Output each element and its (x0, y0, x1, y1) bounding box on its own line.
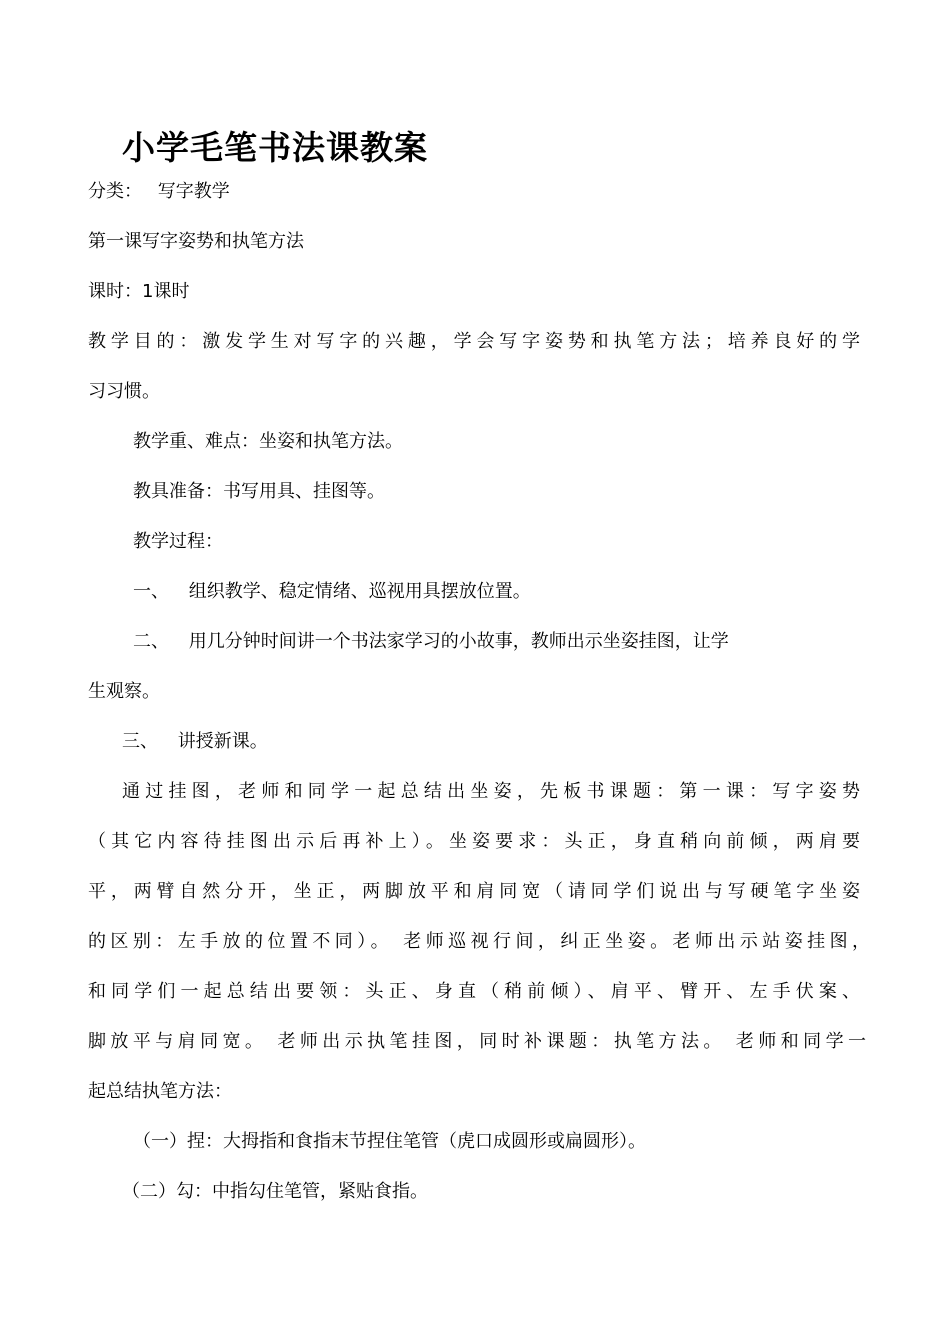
objective-line-2: 习习惯。 (88, 381, 160, 402)
step-2 (133, 630, 861, 654)
step-2-text: 用几分钟时间讲一个书法家学习的小故事，教师出示坐姿挂图，让学 (188, 631, 729, 652)
step-1-number: 一、 (133, 581, 169, 602)
step-3 (122, 730, 268, 754)
teaching-aids: 教具准备：书写用具、挂图等。 (133, 481, 385, 502)
paragraph-line: 脚放平与肩同宽。 老师出示执笔挂图，同时补课题：执笔方法。 老师和同学一 (88, 1031, 866, 1052)
category-label: 分类： (88, 181, 142, 202)
paragraph-line: 平，两臂自然分开，坐正，两脚放平和肩同宽（请同学们说出与写硬笔字坐姿 (88, 881, 860, 902)
step-3-number: 三、 (122, 731, 158, 752)
step-3-text: 讲授新课。 (177, 731, 268, 752)
paragraph-line: 通过挂图，老师和同学一起总结出坐姿，先板书课题：第一课：写字姿势 (122, 781, 860, 802)
paragraph-line: 和同学们一起总结出要领：头正、身直（稍前倾）、肩平、臂开、左手伏案、 (88, 981, 860, 1002)
process-heading: 教学过程： (133, 531, 223, 552)
paragraph-line: 的区别：左手放的位置不同）。 老师巡视行间，纠正坐姿。老师出示站姿挂图， (88, 931, 870, 952)
category-line (88, 180, 230, 204)
lesson-title: 第一课写字姿势和执笔方法 (88, 231, 304, 252)
step-1 (133, 580, 531, 604)
step-2-continuation: 生观察。 (88, 681, 160, 702)
grip-method-2: （二）勾：中指勾住笔管，紧贴食指。 (122, 1181, 428, 1202)
key-points: 教学重、难点：坐姿和执笔方法。 (133, 431, 403, 452)
step-1-text: 组织教学、稳定情绪、巡视用具摆放位置。 (188, 581, 531, 602)
paragraph-line: 起总结执笔方法： (88, 1081, 232, 1102)
objective-line-1: 教学目的：激发学生对写字的兴趣，学会写字姿势和执笔方法；培养良好的学 (88, 331, 860, 352)
paragraph-line: （其它内容待挂图出示后再补上）。坐姿要求：头正，身直稍向前倾，两肩要 (88, 831, 860, 852)
lesson-period: 课时：1课时 (88, 281, 190, 302)
category-value: 写字教学 (157, 181, 230, 202)
document-title: 小学毛笔书法课教案 (122, 128, 428, 167)
step-2-number: 二、 (133, 631, 169, 652)
grip-method-1: （一）捏：大拇指和食指末节捏住笔管（虎口成圆形或扁圆形）。 (133, 1131, 646, 1152)
